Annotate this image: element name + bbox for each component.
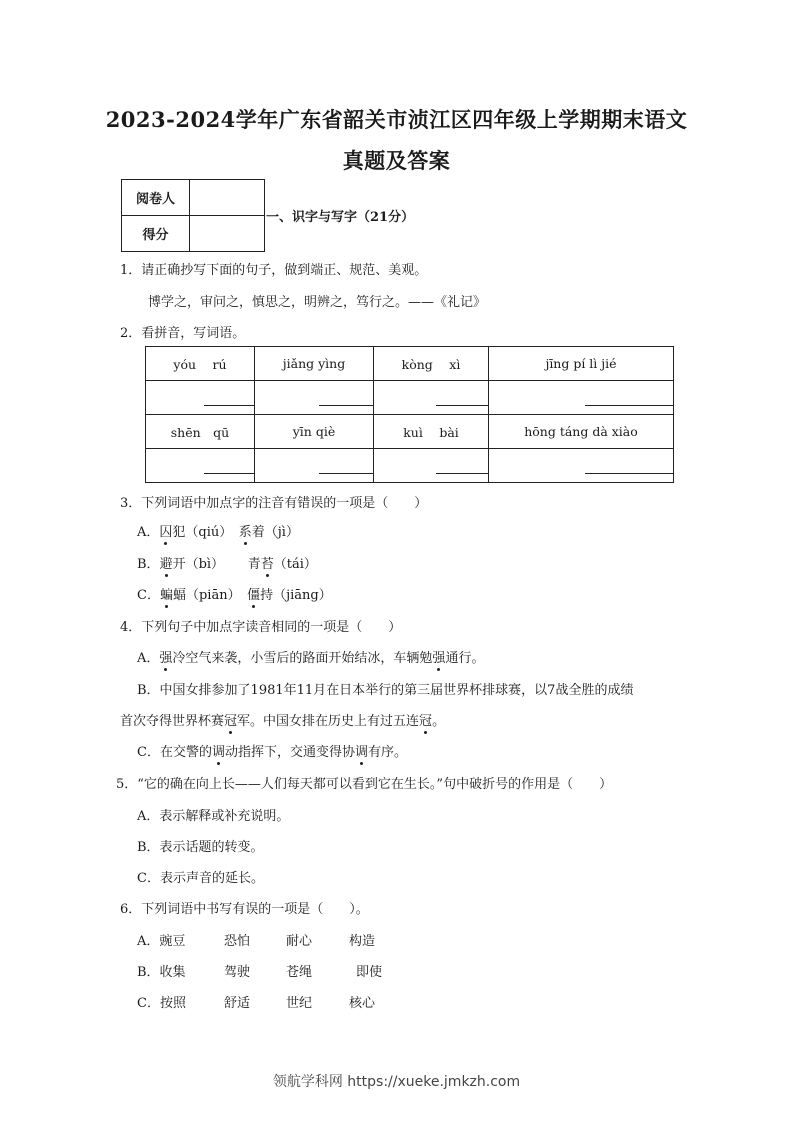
q3-option-b [137, 553, 317, 572]
dotted-char: 系 [239, 521, 252, 540]
dotted-char: 调 [212, 741, 225, 760]
dotted-char: 苔 [261, 553, 274, 572]
pinyin-cell: jiǎng yìng [255, 347, 374, 381]
reviewer-cell [190, 180, 265, 216]
pinyin-cell: hōng táng dà xiào [489, 415, 674, 449]
q5-option-a: A．表示解释或补充说明。 [137, 809, 290, 824]
doc-title-line2: 真题及答案 [342, 148, 451, 173]
dotted-char: 强 [432, 647, 445, 666]
pinyin-cell: shēn qū [146, 415, 255, 449]
option-text: （tái） [273, 557, 317, 572]
option-prefix: B． [137, 557, 160, 572]
word: C．按照 [137, 996, 186, 1011]
footer-watermark: 领航学科网 https://xueke.jmkzh.com [272, 1074, 521, 1090]
word: A．豌豆 [137, 934, 186, 949]
answer-cell [374, 381, 489, 415]
score-cell [190, 216, 265, 252]
dotted-char: 调 [355, 741, 368, 760]
answer-cell [374, 449, 489, 483]
answer-cell [489, 449, 674, 483]
dotted-char: 强 [159, 647, 172, 666]
dotted-char: 避 [160, 553, 173, 572]
q3-option-c [137, 584, 332, 603]
option-text: 犯（qiú） [172, 525, 239, 540]
q5-option-c: C．表示声音的延长。 [137, 871, 264, 886]
option-text: 有序。 [368, 745, 408, 760]
option-text: 动指挥下，交通变得协 [224, 745, 355, 760]
word: B．收集 [137, 965, 186, 980]
q4-stem: 4．下列句子中加点字读音相同的一项是（ ） [120, 620, 402, 635]
q4-option-b-line1: B．中国女排参加了1981年11月在日本举行的第三届世界杯排球赛，以7战全胜的成绩 [137, 683, 634, 698]
option-text: 持（jiāng） [260, 588, 332, 603]
q6-option-c [137, 992, 375, 1011]
q6-option-a [137, 930, 375, 949]
option-text: C．在交警的 [137, 745, 212, 760]
q5-option-b: B．表示话题的转变。 [137, 840, 264, 855]
option-text: 通行。 [445, 651, 485, 666]
q5-stem: 5．“它的确在向上长——人们每天都可以看到它在生长。”句中破折号的作用是（ ） [116, 777, 613, 792]
section1-heading: 一、识字与写字（21分） [266, 210, 415, 225]
word: 苍绳 [286, 965, 313, 980]
option-prefix: C． [137, 588, 160, 603]
pinyin-cell: jīng pí lì jié [489, 347, 674, 381]
dotted-char: 囚 [159, 521, 172, 540]
answer-cell [489, 381, 674, 415]
option-prefix: A． [137, 525, 160, 540]
option-text: 首次夺得世界杯赛 [120, 714, 225, 729]
q4-option-b-line2 [120, 710, 445, 729]
option-text: 军。中国女排在历史上有过五连 [237, 714, 420, 729]
option-text: 开（bì） 青 [172, 557, 261, 572]
pinyin-cell: yīn qiè [255, 415, 374, 449]
word: 驾驶 [224, 965, 251, 980]
q1-text: 博学之，审问之，慎思之，明辨之，笃行之。——《礼记》 [148, 295, 487, 310]
option-text: 着（jì） [251, 525, 299, 540]
doc-title-line1: 2023-2024学年广东省韶关市浈江区四年级上学期期末语文 [105, 107, 688, 132]
q1-stem: 1．请正确抄写下面的句子，做到端正、规范、美观。 [120, 263, 428, 278]
dotted-char: 冠 [419, 710, 432, 729]
option-text: 冷空气来袭，小雪后的路面开始结冰，车辆勉 [172, 651, 433, 666]
word: 舒适 [224, 996, 251, 1011]
word: 世纪 [286, 996, 313, 1011]
answer-cell [255, 381, 374, 415]
q4-option-c [137, 741, 407, 760]
score-table [121, 179, 265, 252]
score-label: 得分 [122, 216, 190, 252]
q4-option-a [137, 647, 484, 666]
option-prefix: A． [137, 651, 160, 666]
answer-cell [146, 449, 255, 483]
word: 构造 [349, 934, 376, 949]
q3-option-a [137, 521, 299, 540]
option-text: 蝠（piān） [172, 588, 248, 603]
dotted-char: 冠 [224, 710, 237, 729]
pinyin-table [145, 346, 674, 483]
word: 核心 [349, 996, 376, 1011]
pinyin-cell: kòng xì [374, 347, 489, 381]
dotted-char: 僵 [247, 584, 260, 603]
answer-cell [255, 449, 374, 483]
q6-option-b [137, 961, 382, 980]
option-text: 。 [432, 714, 446, 729]
answer-cell [146, 381, 255, 415]
pinyin-cell: kuì bài [374, 415, 489, 449]
word: 即使 [356, 965, 383, 980]
pinyin-cell: yóu rú [146, 347, 255, 381]
q2-stem: 2．看拼音，写词语。 [120, 326, 246, 341]
dotted-char: 蝙 [160, 584, 173, 603]
word: 耐心 [286, 934, 313, 949]
q3-stem: 3．下列词语中加点字的注音有错误的一项是（ ） [120, 496, 428, 511]
reviewer-label: 阅卷人 [122, 180, 190, 216]
q6-stem: 6．下列词语中书写有误的一项是（ ）。 [120, 902, 369, 917]
word: 恐怕 [224, 934, 251, 949]
